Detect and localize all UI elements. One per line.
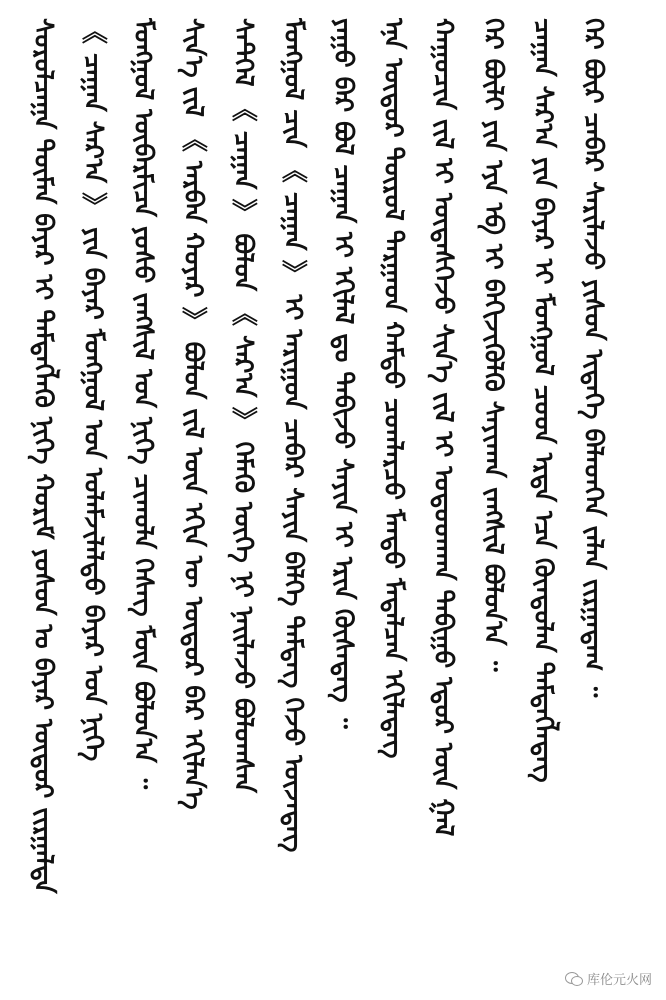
- text-line-12: ᠭᠡᠷ ᠪᠦᠷ ᠴᠡᠪᠡᠷ ᠰᠠᠷᠢᠯᠠᠵᠤ ᠶᠢᠰᠦᠨ ᠢᠳᠡᠭᠡ ᠪᠡᠯᠡᠳᠬᠡᠨ ᠵᠠᠯᠠᠨ ᠵᠢᠷᠭᠠᠳᠠᠭ ᠃: [578, 18, 608, 698]
- text-line-5: ᠰᠡᠲᠭᠡᠯ 《 ᠴᠠᠭᠠᠨ 》 ᠪᠣᠯᠤᠨ 《 ᠰᠠᠷ᠎ᠠ 》 ᠬᠡᠮᠡᠬᠦ ᠦᠭᠡ ᠨᠢ ᠨᠡᠢᠯᠡᠵᠦ ᠪᠣᠯᠤᠭᠰᠠᠨ: [228, 18, 258, 793]
- text-line-8: ᠡᠨᠡ ᠦᠳᠦᠷ ᠲᠦᠷᠦᠯ ᠲᠠᠷᠭᠠᠳ ᠬᠠᠮᠲᠤ ᠴᠤᠭᠯᠠᠷᠴᠤ ᠮᠡᠨᠳᠦ ᠮᠡᠳᠡᠯᠴᠡᠨ ᠡᠬᠢᠯᠡᠳᠡᠭ: [378, 18, 408, 759]
- watermark: [565, 969, 652, 988]
- text-line-3: ᠮᠣᠩᠭᠣᠯ ᠥᠪᠡᠷᠮᠢᠴᠡ ᠶᠣᠰᠤ ᠵᠠᠩᠱᠢᠯ ᠤᠨ ᠨᠢᠭᠡ ᠴᠢᠬᠤᠯᠠ ᠬᠡᠰᠡᠭ ᠮᠥᠨ ᠪᠣᠯᠤᠨ᠎ᠠ ᠃: [128, 18, 158, 790]
- text-line-2: 《 ᠴᠠᠭᠠᠨ ᠰᠠᠷ᠎ᠠ 》 ᠶᠢᠨ ᠪᠠᠶᠠᠷ ᠮᠣᠩᠭᠣᠯ ᠤᠨ ᠤᠯᠠᠮᠵᠢᠯᠠᠯᠲᠤ ᠪᠠᠶᠠᠷ ᠤᠨ ᠨᠢᠭᠡ: [78, 18, 108, 762]
- wechat-icon: [565, 972, 583, 986]
- text-line-1: ᠰᠤᠷᠤᠯᠴᠠᠭᠠ ᠲᠦᠮᠡᠨ ᠪᠠᠶᠠᠷ ᠢ ᠲᠡᠮᠳᠡᠭᠯᠡᠬᠦ ᠨᠢᠭᠡ ᠬᠤᠷᠢᠮ ᠶᠣᠰᠤᠨ ᠤ ᠪᠠᠶᠠᠷ ᠦᠳᠦᠷ ᠵᠢᠷᠭᠠᠯᠲᠠ: [28, 18, 58, 894]
- text-line-6: ᠮᠣᠩᠭᠣᠯ ᠴᠢᠨ 《 ᠴᠠᠭᠠᠨ 》 ᠢ ᠠᠷᠢᠭᠤᠨ ᠴᠡᠪᠡᠷ ᠰᠠᠶᠢᠨ ᠪᠡᠯᠭᠡ ᠲᠡᠮᠳᠡᠭ ᠭᠡᠵᠦ ᠦᠵᠡᠳᠡᠭ: [278, 18, 308, 853]
- mongolian-vertical-text: [18, 18, 648, 973]
- text-line-10: ᠭᠡᠷ ᠪᠦᠯᠢ ᠶᠢᠨ ᠡᠶᠡ ᠡᠪ ᠢ ᠪᠡᠬᠢᠵᠢᠭᠦᠯᠬᠦ ᠰᠠᠶᠢᠬᠠᠨ ᠵᠠᠩᠱᠢᠯ ᠪᠣᠯᠤᠨ᠎ᠠ ᠃: [478, 18, 508, 672]
- text-line-9: ᠬᠠᠭᠤᠴᠢᠨ ᠵᠢᠯ ᠢ ᠦᠳᠡᠰᠬᠡᠵᠦ ᠰᠢᠨ᠎ᠡ ᠵᠢᠯ ᠢ ᠤᠳᠤᠳᠬᠠᠨ ᠲᠠᠪᠢᠭᠤ ᠡᠳᠦᠷ ᠦᠨ ᠭᠠᠯ: [428, 18, 458, 837]
- text-line-7: ᠶᠠᠭᠤ ᠪᠠᠷ ᠪᠣᠯ ᠴᠠᠭᠠᠨ ᠢ ᠡᠬᠢᠯᠡᠯ ᠳᠤ ᠲᠠᠪᠢᠵᠤ ᠰᠠᠶᠢᠨ ᠢ ᠡᠷᠢᠨ ᠬᠦᠰᠡᠳᠡᠭ ᠃: [328, 18, 358, 729]
- watermark-text: 库伦元火网: [586, 973, 652, 988]
- text-line-4: ᠰᠢᠨ᠎ᠡ ᠵᠢᠯ 《 ᠠᠷᠪᠠᠨ ᠬᠣᠶᠠᠷ 》 ᠪᠣᠯᠤᠨ ᠵᠢᠯ ᠦᠨ ᠡᠬᠢᠨ ᠦ ᠦᠳᠦᠷ ᠪᠡᠷ ᠡᠬᠢᠯᠡᠨ᠎ᠡ: [178, 18, 208, 810]
- text-line-11: ᠴᠠᠭᠠᠨ ᠰᠠᠷ᠎ᠠ ᠶᠢᠨ ᠪᠠᠶᠠᠷ ᠢ ᠮᠣᠩᠭᠣᠯ ᠴᠤᠳ ᠡᠷᠲᠡ ᠡᠴᠡ ᠬᠦᠨᠳᠦᠯᠡᠨ ᠲᠡᠮᠳᠡᠭᠯᠡᠳᠡᠭ: [528, 18, 558, 783]
